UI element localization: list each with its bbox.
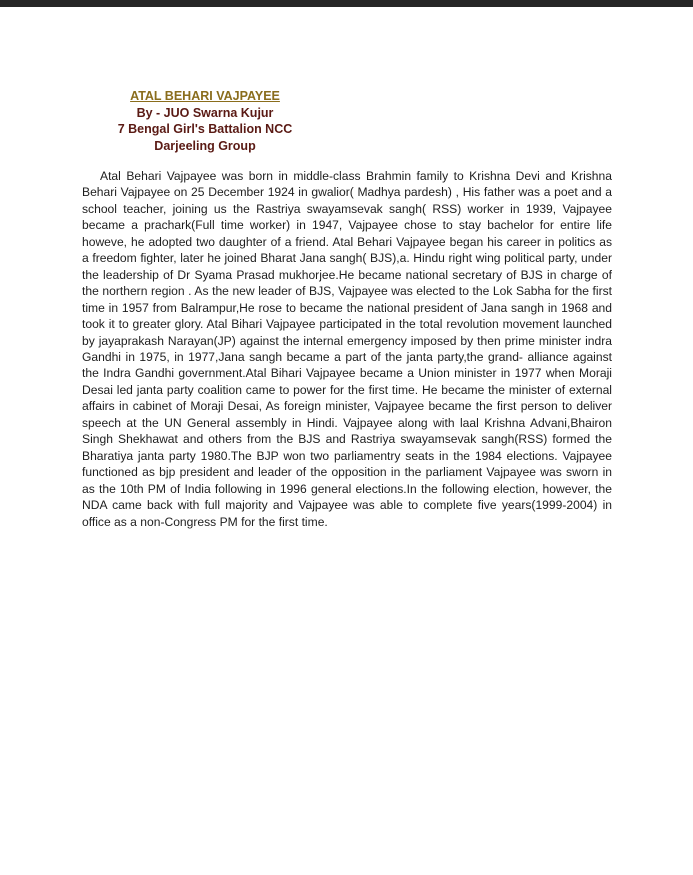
document-title: ATAL BEHARI VAJPAYEE [130, 89, 280, 103]
top-bar [0, 0, 693, 7]
document-page [0, 7, 693, 875]
author-unit: 7 Bengal Girl's Battalion NCC [117, 122, 293, 136]
document-header [100, 88, 310, 154]
body-paragraph: Atal Behari Vajpayee was born in middle-class Brahmin family to Krishna Devi and Krishna Behari Vajpayee on 25 December 1924 in gwalior( Madhya pardesh) , His father was a poet and a school teacher, joining us the Rastriya swayamsevak sangh( RSS) worker in 1939, Vajpayee became a prachark(Full time worker) in 1947, Vajpayee chose to stay bachelor for entire life howeve, he adopted two daughter of a friend. Atal Behari Vajpayee began his career in politics as a freedom fighter, later he joined Bharat Jana sangh( BJS),a. Hindu right wing political party, under the leadership of Dr Syama Prasad mukhorjee.He became national secretary of BJS in charge of the northern region . As the new leader of BJS, Vajpayee was elected to the Lok Sabha for the first time in 1957 from Balrampur,He rose to became the national president of Jana sangh in 1968 and took it to greater glory. Atal Bihari Vajpayee participated in the total revolution movement launched by jayaprakash Narayan(JP) against the internal emergency imposed by then prime minister indra Gandhi in 1975, in 1977,Jana sangh became a part of the janta party,the grand- alliance against the Indra Gandhi government.Atal Bihari Vajpayee became a Union minister in 1977 when Moraji Desai led janta party coalition came to power for the first time. He became the minister of external affairs in cabinet of Moraji Desai, As foreign minister, Vajpayee became the first person to deliver speech at the UN General assembly in Hindi. Vajpayee along with laal Krishna Advani,Bhairon Singh Shekhawat and others from the BJS and Rastriya swayamsevak sangh(RSS) formed the Bharatiya janta party 1980.The BJP won two parliamentry seats in the 1984 elections. Vajpayee functioned as bjp president and leader of the opposition in the parliament Vajpayee was sworn in as the 10th PM of India following in 1996 general elections.In the following election, however, the NDA came back with full majority and Vajpayee was able to complete five years(1999-2004) in office as a non-Congress PM for the first time. [82, 169, 612, 529]
author-group: Darjeeling Group [154, 138, 256, 153]
author-byline: By - JUO Swarna Kujur [136, 105, 274, 120]
